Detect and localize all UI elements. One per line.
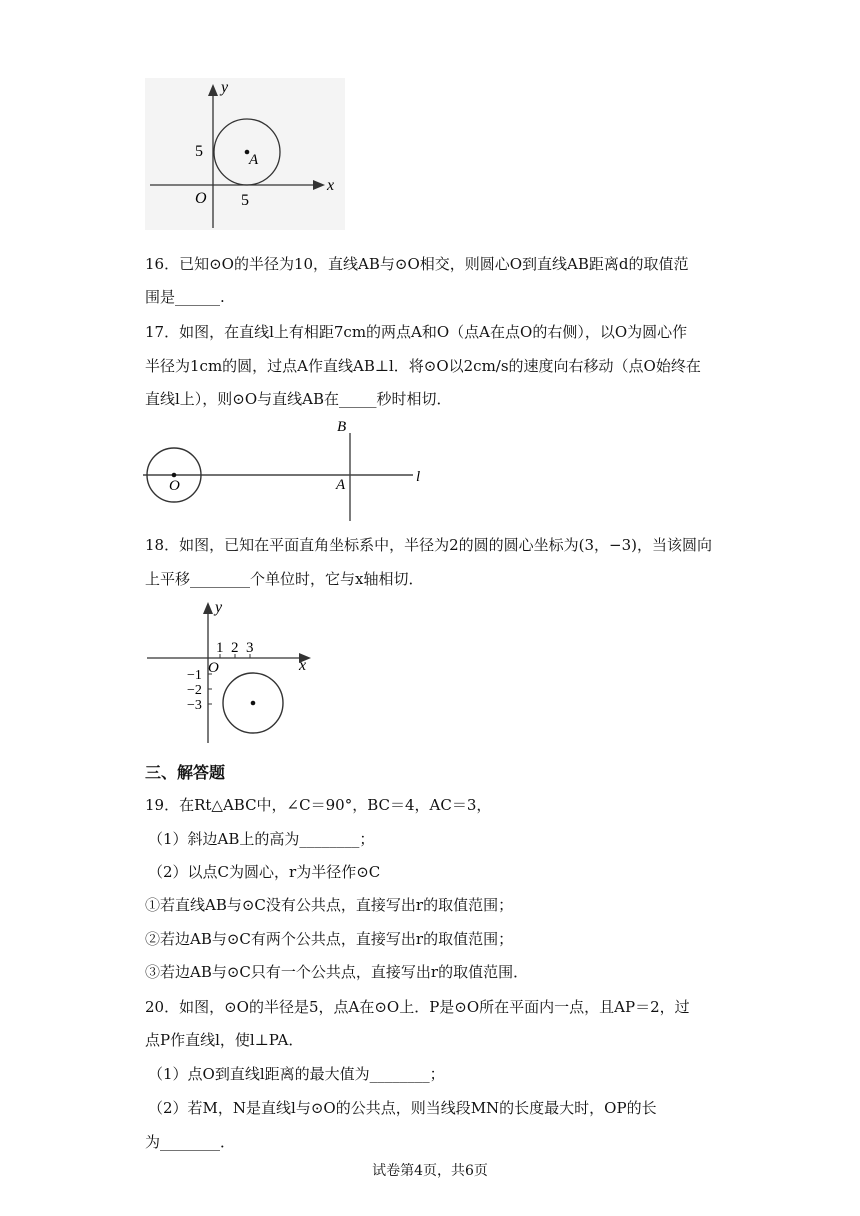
q18-line-2: 上平移________个单位时，它与x轴相切．: [145, 570, 424, 588]
fig1-five-y: 5: [195, 143, 203, 160]
q16-line-1: 16．已知⊙O的半径为10，直线AB与⊙O相交，则圆心O到直线AB距离d的取值范: [145, 255, 689, 273]
q20-line-2: 点P作直线l，使l⊥PA．: [145, 1031, 304, 1049]
q19-line-6: ③若边AB与⊙C只有一个公共点，直接写出r的取值范围．: [145, 963, 529, 981]
fig1-five-x: 5: [241, 192, 249, 209]
q16-line-2: 围是______.: [145, 288, 225, 306]
q20-line-1: 20．如图，⊙O的半径是5，点A在⊙O上．P是⊙O所在平面内一点，且AP＝2，过: [145, 998, 690, 1016]
fig2-label-a: A: [336, 477, 346, 493]
fig1-origin: O: [195, 190, 207, 207]
q17-line-1: 17．如图，在直线l上有相距7cm的两点A和O（点A在点O的右侧），以O为圆心作: [145, 323, 688, 341]
q17-line-2: 半径为1cm的圆，过点A作直线AB⊥l．将⊙O以2cm/s的速度向右移动（点O始终在: [145, 357, 701, 375]
fig3-x-label: x: [299, 657, 307, 674]
q19-line-4: ①若直线AB与⊙C没有公共点，直接写出r的取值范围；: [145, 896, 514, 914]
fig3-tick-x-3: 3: [246, 640, 254, 656]
q18-line-1: 18．如图，已知在平面直角坐标系中，半径为2的圆的圆心坐标为(3，−3)，当该圆向: [145, 536, 712, 554]
fig3-tick-y-1: −1: [187, 668, 202, 683]
q19-line-5: ②若边AB与⊙C有两个公共点，直接写出r的取值范围；: [145, 930, 514, 948]
fig3-tick-x-1: 1: [216, 640, 224, 656]
fig1-x-label: x: [327, 177, 335, 194]
fig3-y-label: y: [215, 599, 223, 616]
fig3-origin: O: [208, 660, 219, 676]
fig2-label-o: O: [169, 478, 180, 494]
figure-circle-a: [145, 78, 345, 230]
fig1-center-label: A: [249, 152, 259, 168]
q17-line-3: 直线l上），则⊙O与直线AB在_____秒时相切．: [145, 390, 452, 408]
figure-line-l: [140, 415, 440, 525]
fig3-tick-x-2: 2: [231, 640, 239, 656]
page-footer: 试卷第4页，共6页: [372, 1163, 488, 1179]
q20-line-4: （2）若M，N是直线l与⊙O的公共点，则当线段MN的长度最大时，OP的长: [148, 1099, 657, 1117]
section-title: 三、解答题: [145, 763, 226, 782]
q20-line-5: 为________．: [145, 1133, 236, 1151]
fig2-label-b: B: [337, 419, 347, 435]
figure-coordinate-circle: [145, 598, 315, 748]
fig2-label-l: l: [416, 469, 421, 485]
fig3-tick-y-3: −3: [187, 698, 202, 713]
fig3-tick-y-2: −2: [187, 683, 202, 698]
fig1-y-label: y: [221, 79, 229, 96]
q19-line-3: （2）以点C为圆心，r为半径作⊙C: [148, 863, 381, 881]
q19-line-1: 19．在Rt△ABC中，∠C＝90°，BC＝4，AC＝3，: [145, 796, 492, 814]
q20-line-3: （1）点O到直线l距离的最大值为________；: [148, 1065, 445, 1083]
q19-line-2: （1）斜边AB上的高为________；: [148, 830, 375, 848]
